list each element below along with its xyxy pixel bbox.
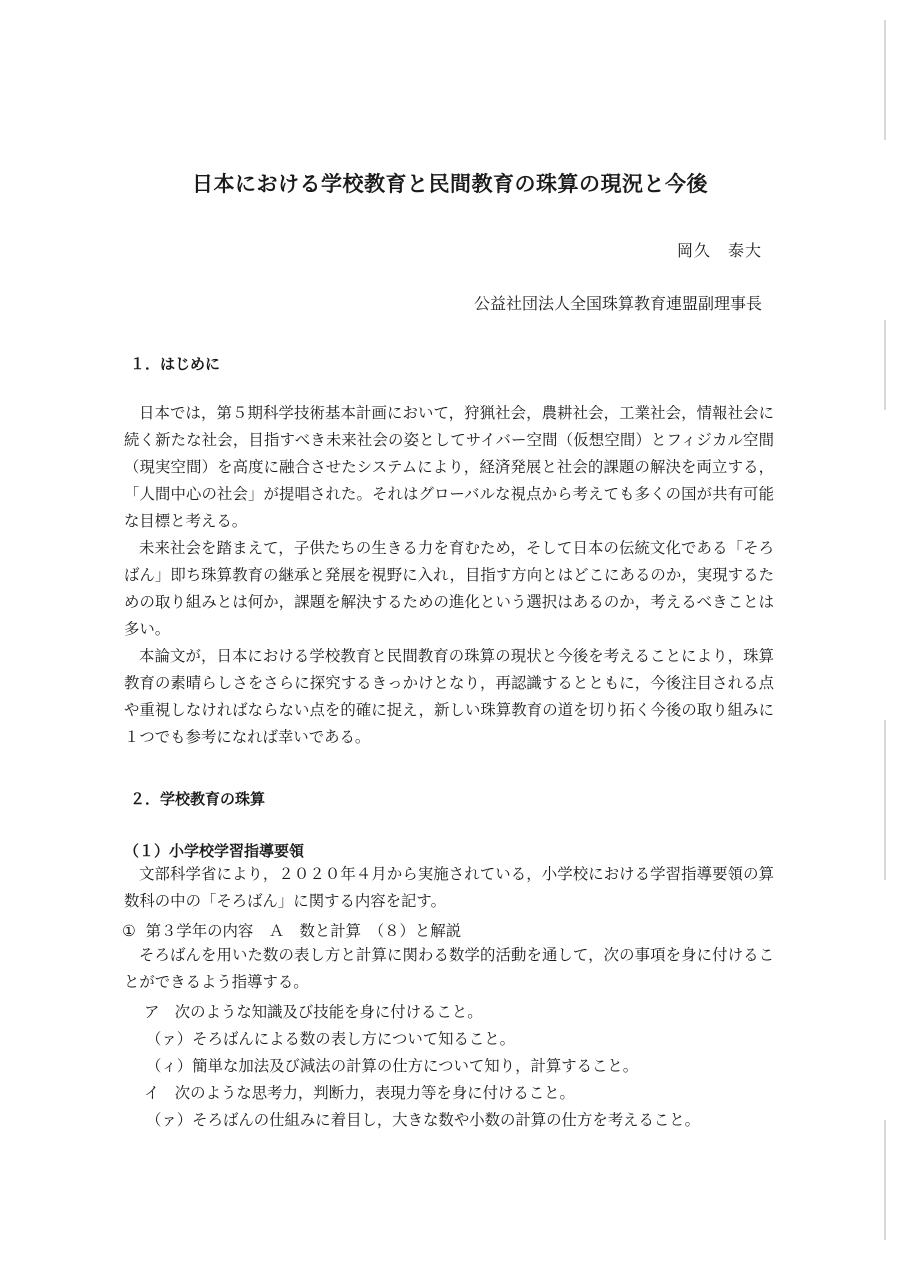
document-title: 日本における学校教育と民間教育の珠算の現況と今後: [192, 172, 708, 196]
body-paragraph: 文部科学省により，２０２０年４月から実施されている，小学校における学習指導要領の算数科の中の「そろばん」に関する内容を記す。: [124, 865, 774, 910]
scan-edge-mark: [884, 720, 886, 880]
section-heading-school-education: ２．学校教育の珠算: [130, 790, 266, 808]
list-item: （ィ）簡単な加法及び減法の計算の仕方について知り，計算すること。: [146, 1057, 639, 1075]
list-item-title: ① 第３学年の内容 Ａ 数と計算 （８）と解説: [122, 922, 462, 940]
section-heading-introduction: １．はじめに: [130, 355, 221, 373]
scan-edge-mark: [884, 320, 886, 410]
body-paragraph: 本論文が，日本における学校教育と民間教育の珠算の現状と今後を考えることにより，珠算教育の素晴らしさをさらに探究するきっかけとなり，再認識するとともに，今後注目される点や重視しなければならない点を的確に捉え，新しい珠算教育の道を切り拓く今後の取り組みに１つでも参考になれば幸いである。: [124, 647, 774, 746]
list-item: ア 次のような知識及び技能を身に付けること。: [144, 1003, 483, 1021]
author-affiliation: 公益社団法人全国珠算教育連盟副理事長: [473, 294, 762, 313]
list-item: イ 次のような思考力，判断力，表現力等を身に付けること。: [144, 1084, 575, 1102]
list-item: （ァ）そろばんによる数の表し方について知ること。: [146, 1030, 516, 1048]
subsection-heading: （１）小学校学習指導要領: [124, 842, 305, 860]
body-paragraph: 日本では，第５期科学技術基本計画において，狩猟社会，農耕社会，工業社会，情報社会に続く新たな社会，目指すべき未来社会の姿としてサイバー空間（仮想空間）とフィジカル空間（現実空間）を高度に融合させたシステムにより，経済発展と社会的課題の解決を両立する，「人間中心の社会」が提唱された。それはグローバルな視点から考えても多くの国が共有可能な目標と考える。: [124, 404, 774, 530]
scan-edge-mark: [884, 20, 886, 140]
body-paragraph: 未来社会を踏まえて，子供たちの生きる力を育むため，そして日本の伝統文化である「そろばん」即ち珠算教育の継承と発展を視野に入れ，目指す方向とはどこにあるのか，実現するための取り組みとは何か，課題を解決するための進化という選択はあるのか，考えるべきことは多い。: [124, 539, 774, 638]
scan-edge-mark: [884, 1120, 886, 1240]
body-paragraph: そろばんを用いた数の表し方と計算に関わる数学的活動を通して，次の事項を身に付けることができるよう指導する。: [124, 946, 774, 991]
list-item: （ァ）そろばんの仕組みに着目し，大きな数や小数の計算の仕方を考えること。: [146, 1111, 701, 1129]
author-name: 岡久 泰大: [676, 241, 762, 260]
